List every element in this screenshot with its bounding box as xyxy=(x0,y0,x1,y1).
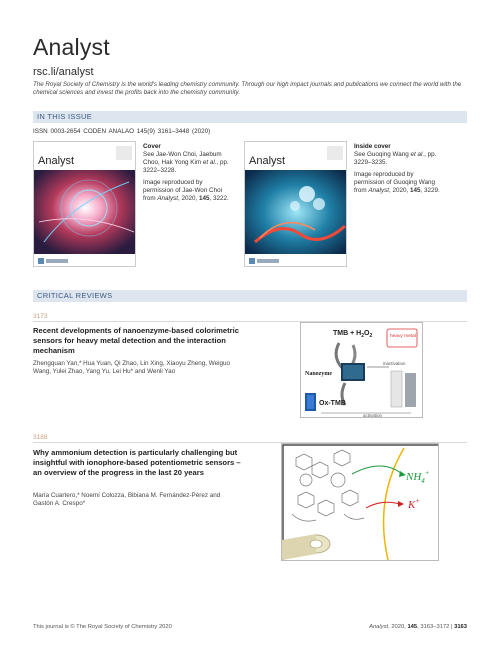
cover-heading: Cover xyxy=(143,143,161,150)
journal-title: Analyst xyxy=(33,34,110,60)
inactivation-label: inactivation xyxy=(383,361,406,366)
article-title[interactable]: Recent developments of nanoenzyme-based colorimetric sensors for heavy metal detection and the interaction mechanism xyxy=(33,326,239,355)
k-label: K xyxy=(408,499,416,511)
cover-credit-year: , 2020, xyxy=(178,195,200,202)
article-authors: María Cuartero,* Noemí Colozza, Bibiana M. Fernández-Pérez and Gastón A. Crespo* xyxy=(33,492,221,508)
article-graphic-ionophore xyxy=(281,443,439,561)
tmb-sub: 2 xyxy=(361,333,364,339)
inside-cover-credit-volume: 145 xyxy=(410,187,421,194)
tagline: The Royal Society of Chemistry is the world's leading chemistry community. Through our high impact journals and publications we connect the world with the chemical sciences and invest the profits back into the chemistry community. xyxy=(33,81,462,96)
inside-cover-credit-journal: Analyst xyxy=(368,187,389,194)
nh4-label: NH xyxy=(406,471,422,483)
critical-reviews-bar: CRITICAL REVIEWS xyxy=(33,290,467,302)
cover-caption xyxy=(143,143,233,207)
inside-cover-credit-year: , 2020, xyxy=(389,187,411,194)
footer-citation xyxy=(369,624,467,630)
cover-see: See Jae-Won Choi, Jaebum Choo, Hak Yong Kim xyxy=(143,151,222,166)
cover-credit-end: , 3222. xyxy=(209,195,229,202)
article-title[interactable]: Why ammonium detection is particularly challenging but insightful with ionophore-based potentiometric sensors – an overview of the progress in the last 20 years xyxy=(33,448,241,477)
cover-credit-volume: 145 xyxy=(199,195,210,202)
cover-pages: , pp. 3222–3228. xyxy=(143,159,229,174)
k-sup: + xyxy=(415,497,421,505)
nanozyme-label: Nanozyme xyxy=(305,371,332,377)
nh4-sub: 4 xyxy=(421,477,425,485)
inside-cover-see: See Guoqing Wang xyxy=(354,151,409,158)
article-number: 3173 xyxy=(33,313,48,320)
cover-etal: et al. xyxy=(201,159,217,166)
article-number: 3188 xyxy=(33,434,48,441)
inside-cover-credit-end: , 3229. xyxy=(420,187,440,194)
in-this-issue-bar: IN THIS ISSUE xyxy=(33,111,467,123)
tmb-sub2: 2 xyxy=(369,333,373,339)
article-graphic-nanozyme xyxy=(300,322,423,418)
tmb-label: TMB + H xyxy=(333,330,362,337)
footer-pages: , 3163–3172 | xyxy=(417,624,455,630)
inside-cover-pages: , pp. 3229–3235. xyxy=(354,151,437,166)
activation-label: activation xyxy=(363,413,383,418)
cover-credit-journal: Analyst xyxy=(157,195,178,202)
nh4-sup: + xyxy=(424,469,430,477)
heavy-metal-label: heavy metal xyxy=(390,334,416,339)
svg-text:TMB + H2O2 xyxy=(333,330,372,339)
ox-tmb-label: Ox-TMB xyxy=(319,400,346,407)
issn-line: ISSN 0003-2654 CODEN ANALAO 145(9) 3161–3448 (2020) xyxy=(33,128,211,135)
inside-cover-credit: Image reproduced by permission of Guoqing Wang from xyxy=(354,171,435,194)
footer-copyright: This journal is © The Royal Society of Chemistry 2020 xyxy=(33,624,172,630)
inside-cover-journal-label: Analyst xyxy=(249,155,286,167)
footer-journal: Analyst xyxy=(369,624,389,630)
article-authors: Zhengquan Yan,* Hua Yuan, Qi Zhao, Lin Xing, Xiaoyu Zheng, Weiguo Wang, Yulei Zhao, Yang Yu, Lei Hu* and Wenli Yao xyxy=(33,360,230,376)
inside-cover-heading: Inside cover xyxy=(354,143,391,150)
cover-image xyxy=(33,141,136,267)
footer-year: , 2020, xyxy=(388,624,408,630)
tmb-o: O xyxy=(363,330,370,337)
footer-volume: 145 xyxy=(407,624,418,630)
inside-cover-caption xyxy=(354,143,444,199)
cover-credit: Image reproduced by permission of Jae-Won Choi from xyxy=(143,179,222,202)
inside-cover-image xyxy=(244,141,347,267)
inside-cover-etal: et al. xyxy=(408,151,425,158)
journal-url[interactable]: rsc.li/analyst xyxy=(33,66,94,78)
cover-journal-label: Analyst xyxy=(38,155,75,167)
page-number: 3163 xyxy=(454,624,467,630)
